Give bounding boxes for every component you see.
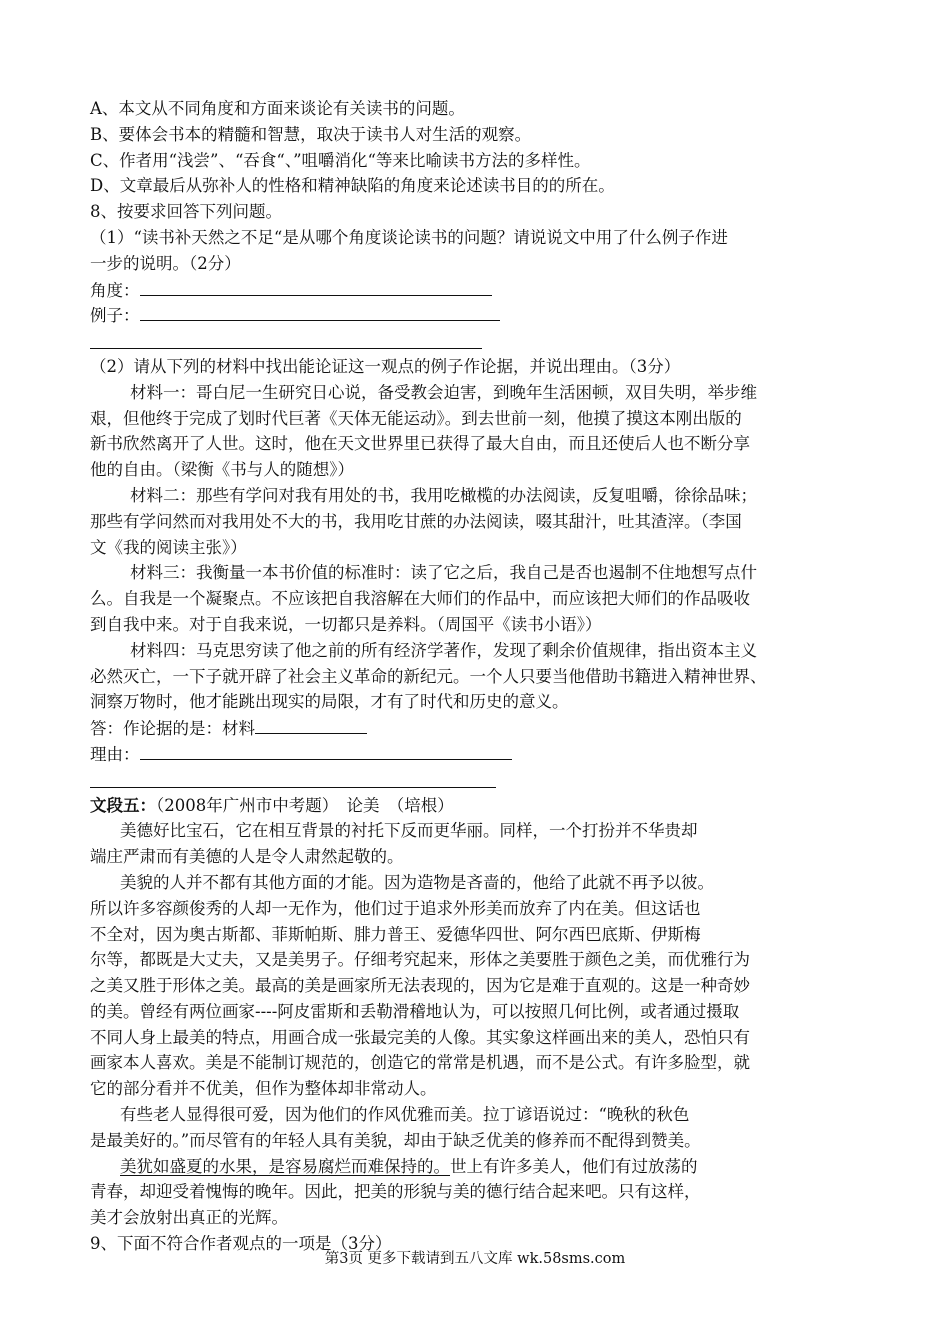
section-5-title: 文段五： [90, 795, 156, 815]
paragraph-2-line9: 它的部分看并不优美，但作为整体却非常动人。 [90, 1079, 437, 1099]
material-4-line3: 洞察万物时，他才能跳出现实的局限，才有了时代和历史的意义。 [90, 692, 569, 712]
material-4-line2: 必然灭亡，一下子就开辟了社会主义革命的新纪元。一个人只要当他借助书籍进入精神世界、 [90, 666, 767, 686]
option-b: B、要体会书本的精髓和智慧，取决于读书人对生活的观察。 [90, 124, 532, 144]
question-8-2: （2）请从下列的材料中找出能论证这一观点的例子作论据，并说出理由。（3分） [90, 356, 681, 376]
paragraph-2-line6: 的美。曾经有两位画家----阿皮雷斯和丢勒滑稽地认为，可以按照几何比例，或者通过摄取 [90, 1001, 740, 1021]
reason-answer-blank[interactable] [140, 741, 512, 760]
option-c: C、作者用“浅尝”、“吞食“、”咀嚼消化“等来比喻读书方法的多样性。 [90, 150, 591, 170]
material-2-line3: 文《我的阅读主张》） [90, 537, 247, 557]
answer-material-row [90, 715, 870, 741]
underlined-sentence: 美犹如盛夏的水果，是容易腐烂而难保持的。 [120, 1156, 450, 1176]
paragraph-2-line1: 美貌的人并不都有其他方面的才能。因为造物是吝啬的，他给了此就不再予以彼。 [120, 872, 714, 892]
paragraph-2-line5: 之美又胜于形体之美。最高的美是画家所无法表现的，因为它是难于直观的。这是一种奇妙 [90, 976, 750, 996]
material-answer-blank[interactable] [255, 715, 367, 734]
option-d: D、文章最后从弥补人的性格和精神缺陷的角度来论述读书目的的所在。 [90, 176, 615, 196]
angle-answer-blank[interactable] [140, 277, 492, 296]
material-2-line2: 那些有学问然而对我用处不大的书，我用吃甘蔗的办法阅读，啜其甜汁，吐其渣滓。（李国 [90, 511, 742, 531]
angle-label: 角度： [90, 280, 140, 300]
example-answer-continuation[interactable] [90, 328, 870, 354]
paragraph-2-line8: 画家本人喜欢。美是不能制订规范的，创造它的常常是机遇，而不是公式。有许多脸型，就 [90, 1053, 750, 1073]
paragraph-1-line2: 端庄严肃而有美德的人是令人肃然起敬的。 [90, 847, 404, 867]
material-3-line1: 材料三：我衡量一本书价值的标准时：读了它之后，我自己是否也遏制不住地想写点什 [130, 563, 757, 583]
paragraph-4-line1 [90, 1154, 870, 1180]
paragraph-1-line1: 美德好比宝石，它在相互背景的衬托下反而更华丽。同样，一个打扮并不华贵却 [120, 821, 698, 841]
example-label: 例子： [90, 306, 140, 326]
paragraph-2-line2: 所以许多容颜俊秀的人却一无作为，他们过于追求外形美而放弃了内在美。但这话也 [90, 898, 701, 918]
option-a: A、本文从不同角度和方面来谈论有关读书的问题。 [90, 99, 465, 118]
paragraph-4-line2: 青春，却迎受着愧悔的晚年。因此，把美的形貌与美的德行结合起来吧。只有这样， [90, 1182, 701, 1202]
document-page [90, 96, 870, 1257]
paragraph-3-line2: 是最美好的。”而尽管有的年轻人具有美貌，却由于缺乏优美的修养而不配得到赞美。 [90, 1130, 701, 1150]
material-2-line1: 材料二：那些有学问对我有用处的书，我用吃橄榄的办法阅读，反复咀嚼，徐徐品味； [130, 485, 757, 505]
angle-answer-row [90, 277, 870, 303]
material-3-line3: 到自我中来。对于自我来说，一切都只是养料。（周国平《读书小语》） [90, 614, 602, 634]
paragraph-4-rest: 世上有许多美人，他们有过放荡的 [450, 1156, 698, 1176]
section-5-source: （2008年广州市中考题） 论美 （培根） [156, 795, 454, 815]
example-answer-row [90, 302, 870, 328]
question-8: 8、按要求回答下列问题。 [90, 202, 282, 222]
paragraph-4-line3: 美才会放射出真正的光辉。 [90, 1208, 288, 1228]
question-8-1-line1: （1）“读书补天然之不足“是从哪个角度谈论读书的问题？请说说文中用了什么例子作进 [90, 227, 728, 247]
material-4-line1: 材料四：马克思穷读了他之前的所有经济学著作，发现了剩余价值规律，指出资本主义 [130, 640, 757, 660]
page-footer: 第3页 更多下载请到五八文库 wk.58sms.com [324, 1251, 626, 1267]
material-1-line4: 他的自由。（梁衡《书与人的随想》） [90, 460, 354, 480]
example-answer-blank[interactable] [140, 302, 500, 321]
paragraph-2-line3: 不全对，因为奥古斯都、菲斯帕斯、腓力普王、爱德华四世、阿尔西巴底斯、伊斯梅 [90, 924, 701, 944]
paragraph-2-line7: 不同人身上最美的特点，用画合成一张最完美的人像。其实象这样画出来的美人，恐怕只有 [90, 1027, 750, 1047]
paragraph-3-line1: 有些老人显得很可爱，因为他们的作风优雅而美。拉丁谚语说过：“晚秋的秋色 [120, 1105, 690, 1125]
reason-row [90, 741, 870, 767]
answer-label: 答：作论据的是：材料 [90, 719, 255, 739]
reason-answer-continuation[interactable] [90, 767, 870, 793]
question-9: 9、下面不符合作者观点的一项是（3分） [90, 1234, 392, 1254]
section-5-heading [90, 793, 870, 819]
paragraph-2-line4: 尔等，都既是大丈夫，又是美男子。仔细考究起来，形体之美要胜于颜色之美，而优雅行为 [90, 950, 750, 970]
material-1-line2: 艰，但他终于完成了划时代巨著《天体无能运动》。到去世前一刻，他摸了摸这本刚出版的 [90, 408, 742, 428]
material-1-line1: 材料一：哥白尼一生研究日心说，备受教会迫害，到晚年生活困顿，双目失明，举步维 [130, 382, 757, 402]
material-1-line3: 新书欣然离开了人世。这时，他在天文世界里已获得了最大自由，而且还使后人也不断分享 [90, 434, 750, 454]
question-8-1-line2: 一步的说明。（2分） [90, 253, 241, 273]
reason-label: 理由： [90, 744, 140, 764]
material-3-line2: 么。自我是一个凝聚点。不应该把自我溶解在大师们的作品中，而应该把大师们的作品吸收 [90, 589, 750, 609]
